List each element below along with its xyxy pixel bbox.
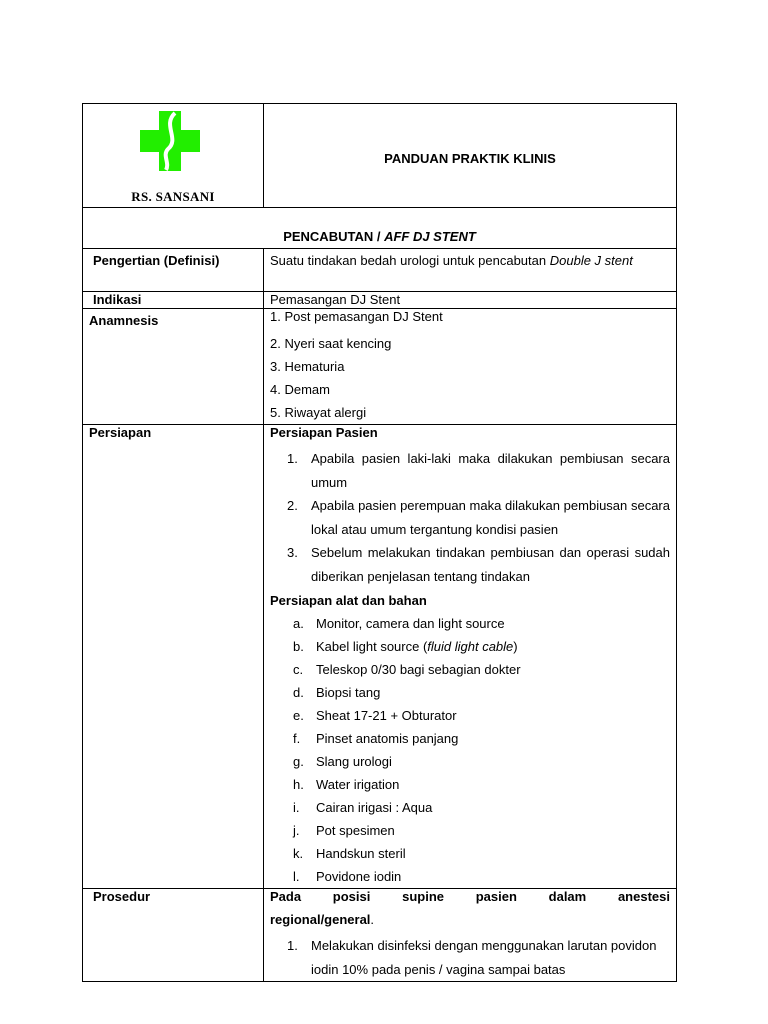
list-item: l. Povidone iodin [293, 869, 402, 884]
prosedur-intro-line2: regional/general. [270, 912, 375, 927]
definisi-label: Pengertian (Definisi) [83, 249, 264, 292]
persiapan-pasien-list [270, 447, 670, 588]
list-item: g. Slang urologi [293, 754, 392, 769]
anamnesis-item: 1. Post pemasangan DJ Stent [270, 309, 443, 324]
anamnesis-list [264, 309, 677, 425]
row-prosedur [83, 889, 677, 982]
anamnesis-item: 4. Demam [270, 382, 330, 397]
clinical-guide-table [82, 103, 677, 982]
list-item: a. Monitor, camera dan light source [293, 616, 505, 631]
persiapan-alat-heading: Persiapan alat dan bahan [270, 593, 427, 608]
logo-cell [83, 104, 264, 208]
list-item: e. Sheat 17-21 + Obturator [293, 708, 457, 723]
hospital-name: RS. SANSANI [131, 189, 215, 204]
list-item: f. Pinset anatomis panjang [293, 731, 459, 746]
list-item: 3. Sebelum melakukan tindakan pembiusan dan operasi sudah diberikan penjelasan tentang tindakan [287, 545, 670, 584]
prosedur-label: Prosedur [83, 889, 264, 982]
procedure-title-row [83, 208, 677, 249]
header-row [83, 104, 677, 208]
list-item: 1. Melakukan disinfeksi dengan menggunakan larutan povidon iodin 10% pada penis / vagina sampai batas [287, 938, 657, 977]
indikasi-label: Indikasi [83, 292, 264, 309]
row-anamnesis [83, 309, 677, 425]
persiapan-alat-list [270, 612, 670, 888]
row-persiapan [83, 425, 677, 889]
procedure-title: PENCABUTAN / AFF DJ STENT [283, 229, 476, 244]
row-definisi [83, 249, 677, 292]
list-item: d. Biopsi tang [293, 685, 381, 700]
row-indikasi [83, 292, 677, 309]
list-item: k. Handskun steril [293, 846, 406, 861]
persiapan-label: Persiapan [83, 425, 264, 889]
prosedur-content [264, 889, 677, 982]
document-title: PANDUAN PRAKTIK KLINIS [384, 151, 556, 166]
list-item: j. Pot spesimen [293, 823, 395, 838]
anamnesis-label: Anamnesis [83, 309, 264, 425]
list-item: h. Water irigation [293, 777, 400, 792]
list-item: 1. Apabila pasien laki-laki maka dilakukan pembiusan secara umum [287, 451, 670, 490]
list-item: i. Cairan irigasi : Aqua [293, 800, 433, 815]
prosedur-intro-line1: Pada posisi supine pasien dalam anestesi [270, 889, 670, 904]
persiapan-content [264, 425, 677, 889]
document-title-cell [264, 104, 677, 208]
indikasi-text: Pemasangan DJ Stent [264, 292, 677, 309]
list-item: c. Teleskop 0/30 bagi sebagian dokter [293, 662, 521, 677]
anamnesis-item: 3. Hematuria [270, 359, 345, 374]
anamnesis-item: 2. Nyeri saat kencing [270, 336, 392, 351]
list-item: 2. Apabila pasien perempuan maka dilakukan pembiusan secara lokal atau umum tergantung kondisi pasien [287, 498, 670, 537]
hospital-cross-logo-icon [140, 109, 200, 173]
anamnesis-item: 5. Riwayat alergi [270, 405, 367, 420]
persiapan-pasien-heading: Persiapan Pasien [270, 425, 378, 440]
list-item: b. Kabel light source (fluid light cable) [293, 639, 518, 654]
prosedur-list [270, 934, 670, 981]
definisi-text: Suatu tindakan bedah urologi untuk pencabutan Double J stent [264, 249, 677, 292]
procedure-title-cell [83, 208, 677, 249]
